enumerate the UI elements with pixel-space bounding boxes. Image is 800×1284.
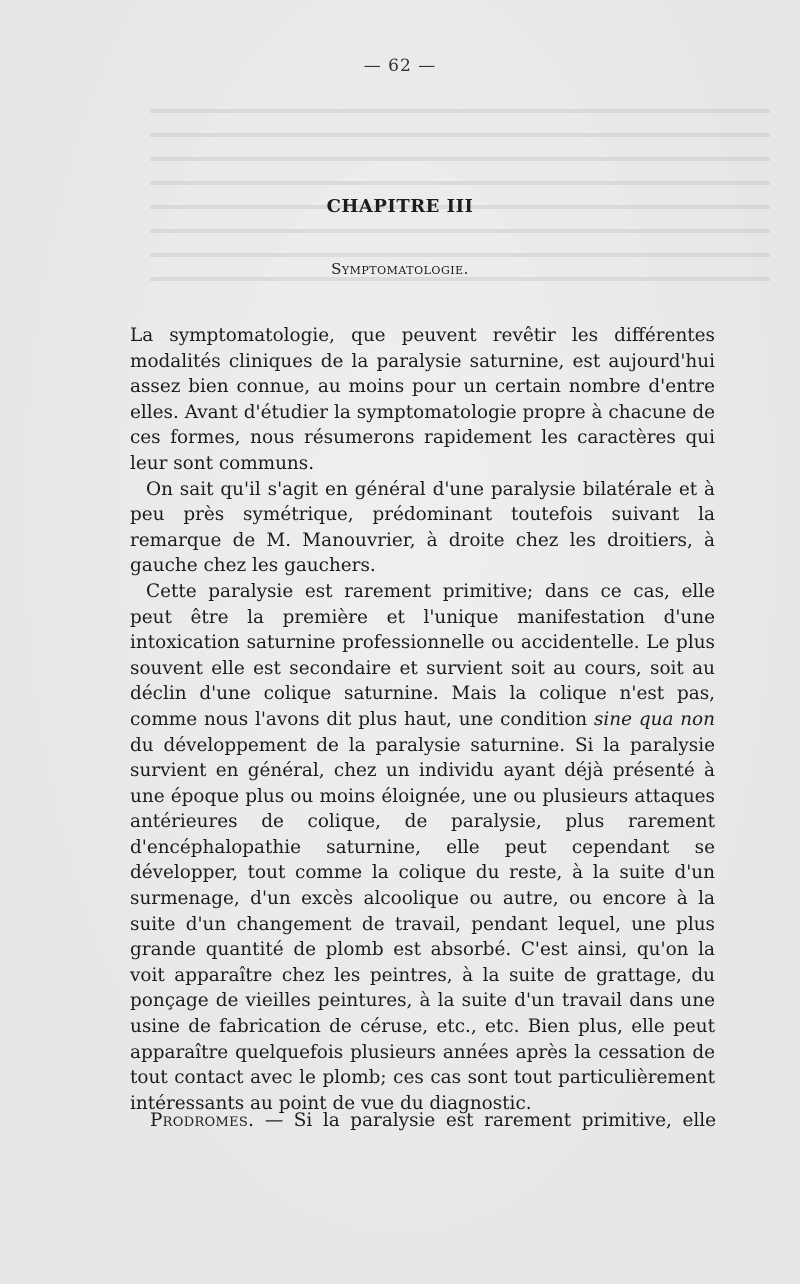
- prodromes-paragraph: [150, 1108, 716, 1134]
- prodromes-heading: Prodromes.: [150, 1110, 255, 1131]
- prodromes-text: — Si la paralysie est rarement primitive, elle: [254, 1110, 716, 1131]
- body-text: [130, 323, 715, 1116]
- chapter-title: CHAPITRE III: [326, 196, 474, 217]
- paragraph-primitive: [130, 579, 715, 1116]
- latin-phrase: sine qua non: [593, 708, 715, 730]
- paragraph-bilateral: On sait qu'il s'agit en général d'une paralysie bilatérale et à peu près symétrique, prédominant toutefois suivant la remarque de M. Manouvrier, à droite chez les droitiers, à gauche chez les gauchers.: [130, 478, 715, 577]
- paragraph-intro: La symptomatologie, que peuvent revêtir les différentes modalités cliniques de la paralysie saturnine, est aujourd'hui assez bien connue, au moins pour un certain nombre d'entre elles. Avant d'étudier la symptomatologie propre à chacune de ces formes, nous résumerons rapidement les caractères qui leur sont communs.: [130, 325, 715, 474]
- paragraph-primitive-text: Cette paralysie est rarement primitive; dans ce cas, elle peut être la première et l'unique manifestation d'une intoxication saturnine professionnelle ou accidentelle. Le plus souvent elle est secondaire et survient soit au cours, soit au déclin d'une colique saturnine. Mais la colique n'est pas, comme nous l'avons dit plus haut, une condition: [130, 580, 715, 730]
- paragraph-primitive-continuation: du développement de la paralysie saturnine. Si la paralysie survient en général, chez un individu ayant déjà présenté à une époque plus ou moins éloignée, une ou plusieurs attaques antérieures de colique, de paralysie, plus rarement d'encéphalopathie saturnine, elle peut cependant se développer, tout comme la colique du reste, à la suite d'un surmenage, d'un excès alcoolique ou autre, ou encore à la suite d'un changement de travail, pendant lequel, une plus grande quantité de plomb est absorbé. C'est ainsi, qu'on la voit apparaître chez les peintres, à la suite de grattage, du ponçage de vieilles peintures, à la suite d'un travail dans une usine de fabrication de céruse, etc., etc. Bien plus, elle peut apparaître quelquefois plusieurs années après la cessation de tout contact avec le plomb; ces cas sont tout particulièrement intéressants au point de vue du diagnostic.: [130, 734, 715, 1114]
- page-number: — 62 —: [363, 56, 437, 76]
- section-title: Symptomatologie.: [331, 260, 469, 278]
